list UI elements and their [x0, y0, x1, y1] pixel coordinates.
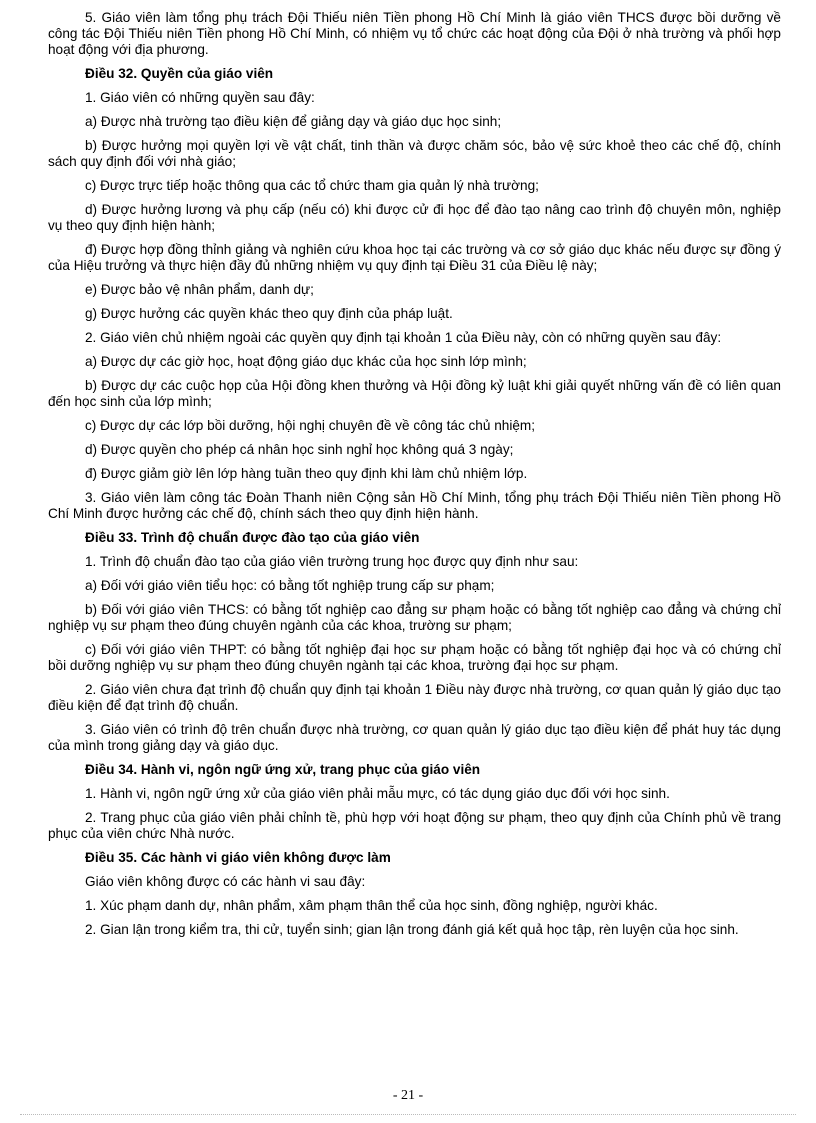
paragraph: b) Được dự các cuộc họp của Hội đồng khen thưởng và Hội đồng kỷ luật khi giải quyết những vấn đề có liên quan đến học sinh của lớp mình; [48, 378, 781, 409]
paragraph: a) Được nhà trường tạo điều kiện để giảng dạy và giáo dục học sinh; [85, 114, 502, 129]
paragraph: 2. Giáo viên chủ nhiệm ngoài các quyền quy định tại khoản 1 của Điều này, còn có những quyền sau đây: [85, 330, 722, 345]
page-number: - 21 - [392, 1088, 424, 1103]
paragraph: 1. Xúc phạm danh dự, nhân phẩm, xâm phạm thân thể của học sinh, đồng nghiệp, người khác. [85, 898, 658, 913]
paragraph: b) Được hưởng mọi quyền lợi về vật chất, tinh thần và được chăm sóc, bảo vệ sức khoẻ theo các chế độ, chính sách quy định đối với nhà giáo; [48, 138, 781, 169]
paragraph: đ) Được hợp đồng thỉnh giảng và nghiên cứu khoa học tại các trường và cơ sở giáo dục khác nếu được sự đồng ý của Hiệu trưởng và thực hiện đầy đủ những nhiệm vụ quy định tại Điều 31 của Điều lệ này; [48, 242, 781, 273]
paragraph: e) Được bảo vệ nhân phẩm, danh dự; [85, 282, 314, 297]
article-heading: Điều 35. Các hành vi giáo viên không được làm [85, 850, 391, 865]
paragraph: c) Được dự các lớp bồi dưỡng, hội nghị chuyên đề về công tác chủ nhiệm; [85, 418, 536, 433]
paragraph: 2. Giáo viên chưa đạt trình độ chuẩn quy định tại khoản 1 Điều này được nhà trường, cơ quan quản lý giáo dục tạo điều kiện để đạt trình độ chuẩn. [48, 682, 781, 713]
paragraph: đ) Được giảm giờ lên lớp hàng tuần theo quy định khi làm chủ nhiệm lớp. [85, 466, 528, 481]
paragraph: 2. Trang phục của giáo viên phải chỉnh tề, phù hợp với hoạt động sư phạm, theo quy định của Chính phủ về trang phục của viên chức Nhà nước. [48, 810, 781, 841]
paragraph: Giáo viên không được có các hành vi sau đây: [85, 874, 366, 889]
article-heading: Điều 32. Quyền của giáo viên [85, 66, 274, 81]
paragraph: a) Được dự các giờ học, hoạt động giáo dục khác của học sinh lớp mình; [85, 354, 527, 369]
paragraph: 3. Giáo viên làm công tác Đoàn Thanh niên Cộng sản Hồ Chí Minh, tổng phụ trách Đội Thiếu niên Tiền phong Hồ Chí Minh được hưởng các chế độ, chính sách theo quy định hiện hành. [48, 490, 781, 521]
paragraph: g) Được hưởng các quyền khác theo quy định của pháp luật. [85, 306, 453, 321]
paragraph: 3. Giáo viên có trình độ trên chuẩn được nhà trường, cơ quan quản lý giáo dục tạo điều kiện để phát huy tác dụng của mình trong giảng dạy và giáo dục. [48, 722, 781, 753]
paragraph: b) Đối với giáo viên THCS: có bằng tốt nghiệp cao đẳng sư phạm hoặc có bằng tốt nghiệp cao đẳng và chứng chỉ nghiệp vụ sư phạm theo đúng chuyên ngành của các khoa, trường sư phạm; [48, 602, 781, 633]
article-heading: Điều 34. Hành vi, ngôn ngữ ứng xử, trang phục của giáo viên [85, 762, 481, 777]
paragraph: a) Đối với giáo viên tiểu học: có bằng tốt nghiệp trung cấp sư phạm; [85, 578, 495, 593]
paragraph: 1. Trình độ chuẩn đào tạo của giáo viên trường trung học được quy định như sau: [85, 554, 579, 569]
footer-divider [20, 1114, 796, 1115]
paragraph: c) Được trực tiếp hoặc thông qua các tổ chức tham gia quản lý nhà trường; [85, 178, 539, 193]
document-body [48, 10, 781, 946]
paragraph: c) Đối với giáo viên THPT: có bằng tốt nghiệp đại học sư phạm hoặc có bằng tốt nghiệp đại học và có chứng chỉ bồi dưỡng nghiệp vụ sư phạm theo đúng chuyên ngành tại các khoa, trường đại học sư phạm. [48, 642, 781, 673]
paragraph: d) Được quyền cho phép cá nhân học sinh nghỉ học không quá 3 ngày; [85, 442, 514, 457]
paragraph: 2. Gian lận trong kiểm tra, thi cử, tuyển sinh; gian lận trong đánh giá kết quả học tập, rèn luyện của học sinh. [85, 922, 739, 937]
paragraph: 1. Hành vi, ngôn ngữ ứng xử của giáo viên phải mẫu mực, có tác dụng giáo dục đối với học sinh. [85, 786, 670, 801]
article-heading: Điều 33. Trình độ chuẩn được đào tạo của giáo viên [85, 530, 420, 545]
paragraph: 1. Giáo viên có những quyền sau đây: [85, 90, 315, 105]
paragraph: 5. Giáo viên làm tổng phụ trách Đội Thiếu niên Tiền phong Hồ Chí Minh là giáo viên THCS được bồi dưỡng về công tác Đội Thiếu niên Tiền phong Hồ Chí Minh, có nhiệm vụ tổ chức các hoạt động của Đội ở nhà trường và phối hợp hoạt động với địa phương. [48, 10, 781, 57]
paragraph: d) Được hưởng lương và phụ cấp (nếu có) khi được cử đi học để đào tạo nâng cao trình độ chuyên môn, nghiệp vụ theo quy định hiện hành; [48, 202, 781, 233]
